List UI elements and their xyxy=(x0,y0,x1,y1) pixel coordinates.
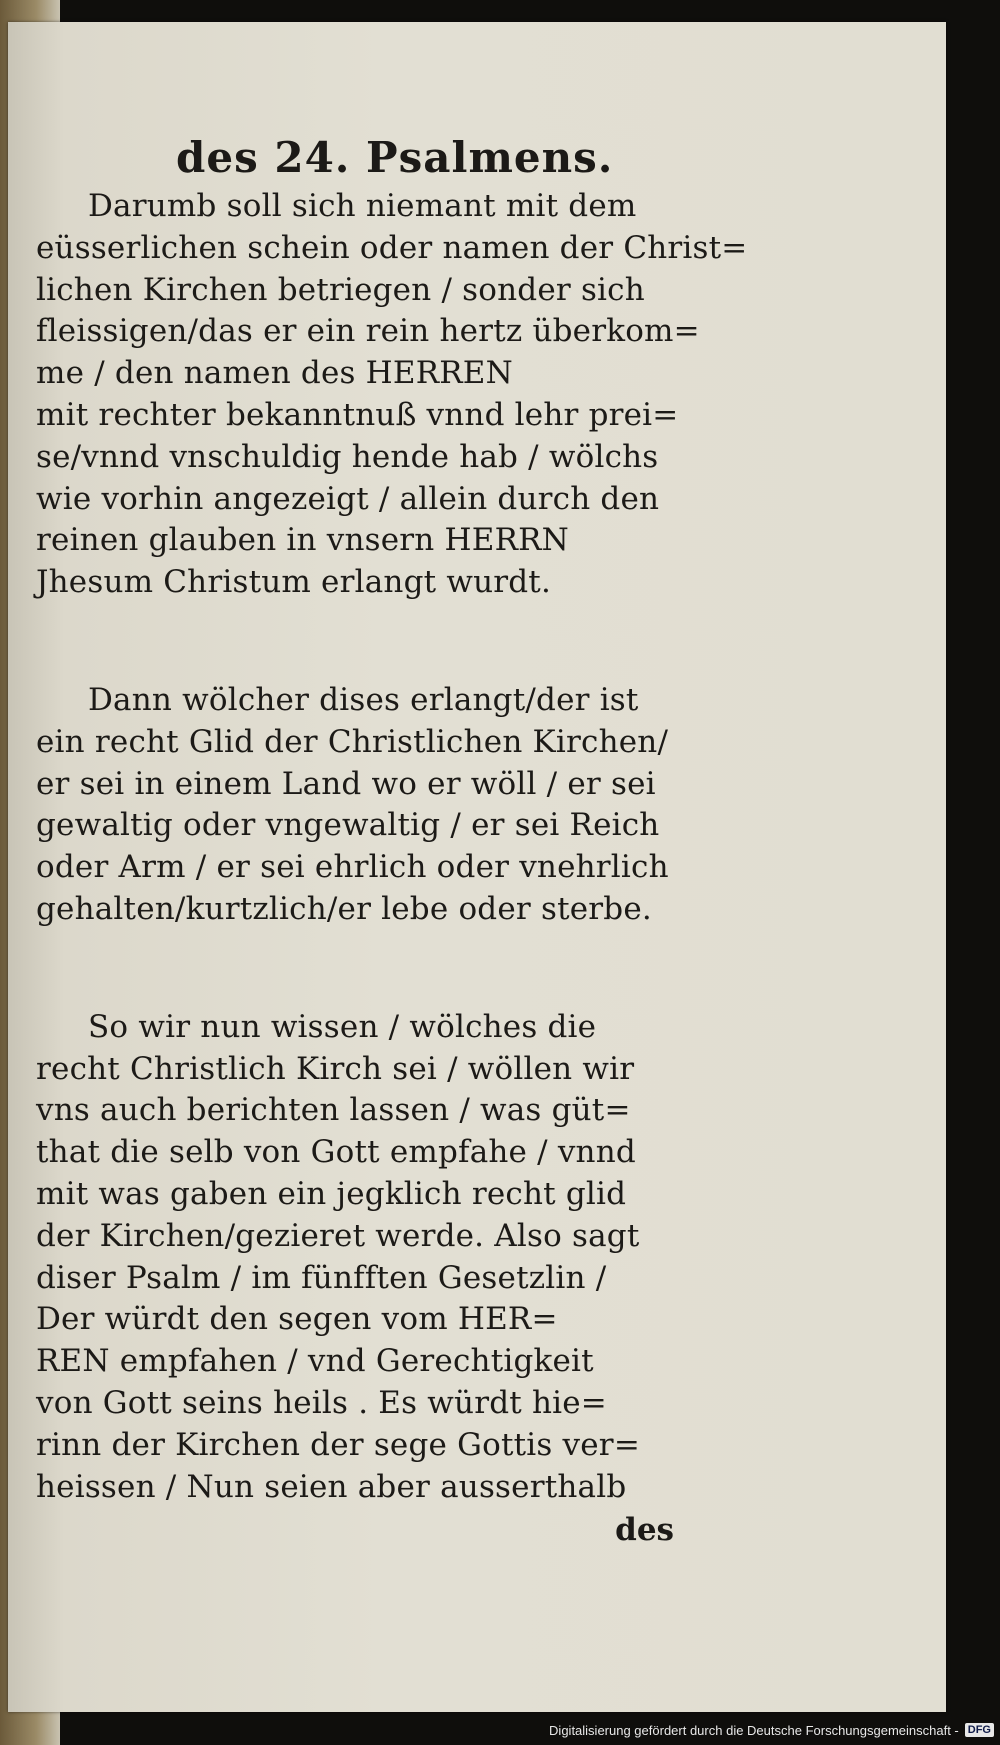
text-line: se/vnnd vnschuldig hende hab / wölchs xyxy=(36,438,659,475)
text-line: REN empfahen / vnd Gerechtigkeit xyxy=(36,1343,594,1380)
text-line: heissen / Nun seien aber ausserthalb xyxy=(36,1468,627,1505)
paragraph-3 xyxy=(36,1007,676,1509)
dfg-logo-icon: DFG xyxy=(965,1723,994,1737)
text-line: ein recht Glid der Christlichen Kirchen/ xyxy=(36,723,669,760)
text-line: So wir nun wissen / wölches die xyxy=(88,1008,597,1045)
text-line: Jhesum Christum erlangt wurdt. xyxy=(36,564,552,601)
book-page xyxy=(8,22,946,1712)
text-line: that die selb von Gott empfahe / vnnd xyxy=(36,1134,636,1171)
text-line: Der würdt den segen vom HER= xyxy=(36,1301,558,1338)
text-line: wie vorhin angezeigt / allein durch den xyxy=(36,480,660,517)
text-line: gehalten/kurtzlich/er lebe oder sterbe. xyxy=(36,890,652,927)
page-text xyxy=(36,132,748,1552)
text-line: me / den namen des HERREN xyxy=(36,355,513,392)
text-line: Darumb soll sich niemant mit dem xyxy=(88,188,637,224)
text-line: gewaltig oder vngewaltig / er sei Reich xyxy=(36,807,660,844)
text-line: mit rechter bekanntnuß vnnd lehr prei= xyxy=(36,396,679,433)
text-line: Dann wölcher dises erlangt/der ist xyxy=(88,681,639,718)
text-line: er sei in einem Land wo er wöll / er sei xyxy=(36,765,656,802)
text-line: diser Psalm / im fünfften Gesetzlin / xyxy=(36,1259,607,1296)
text-line: oder Arm / er sei ehrlich oder vnehrlich xyxy=(36,849,669,886)
paragraph-gap xyxy=(36,604,676,680)
text-line: eüsserlichen schein oder namen der Christ= xyxy=(36,229,748,266)
text-line: vns auch berichten lassen / was güt= xyxy=(36,1092,631,1129)
catchword: des xyxy=(615,1512,674,1549)
text-line: mit was gaben ein jegklich recht glid xyxy=(36,1175,627,1212)
text-line: fleissigen/das er ein rein hertz überkom= xyxy=(36,313,700,350)
paragraph-gap xyxy=(36,931,676,1007)
text-line: von Gott seins heils . Es würdt hie= xyxy=(36,1384,607,1421)
digitization-footer xyxy=(549,1719,994,1741)
footer-credit: Digitalisierung gefördert durch die Deutsche Forschungsgemeinschaft - xyxy=(549,1722,959,1738)
text-line: reinen glauben in vnsern HERRN xyxy=(36,522,569,559)
text-line: rinn der Kirchen der sege Gottis ver= xyxy=(36,1426,640,1463)
running-head: des 24. Psalmens. xyxy=(176,133,614,182)
paragraph-1 xyxy=(36,186,748,604)
text-line: lichen Kirchen betriegen / sonder sich xyxy=(36,271,645,308)
paragraph-2 xyxy=(36,680,676,931)
text-line: der Kirchen/gezieret werde. Also sagt xyxy=(36,1217,640,1254)
text-line: recht Christlich Kirch sei / wöllen wir xyxy=(36,1050,635,1087)
